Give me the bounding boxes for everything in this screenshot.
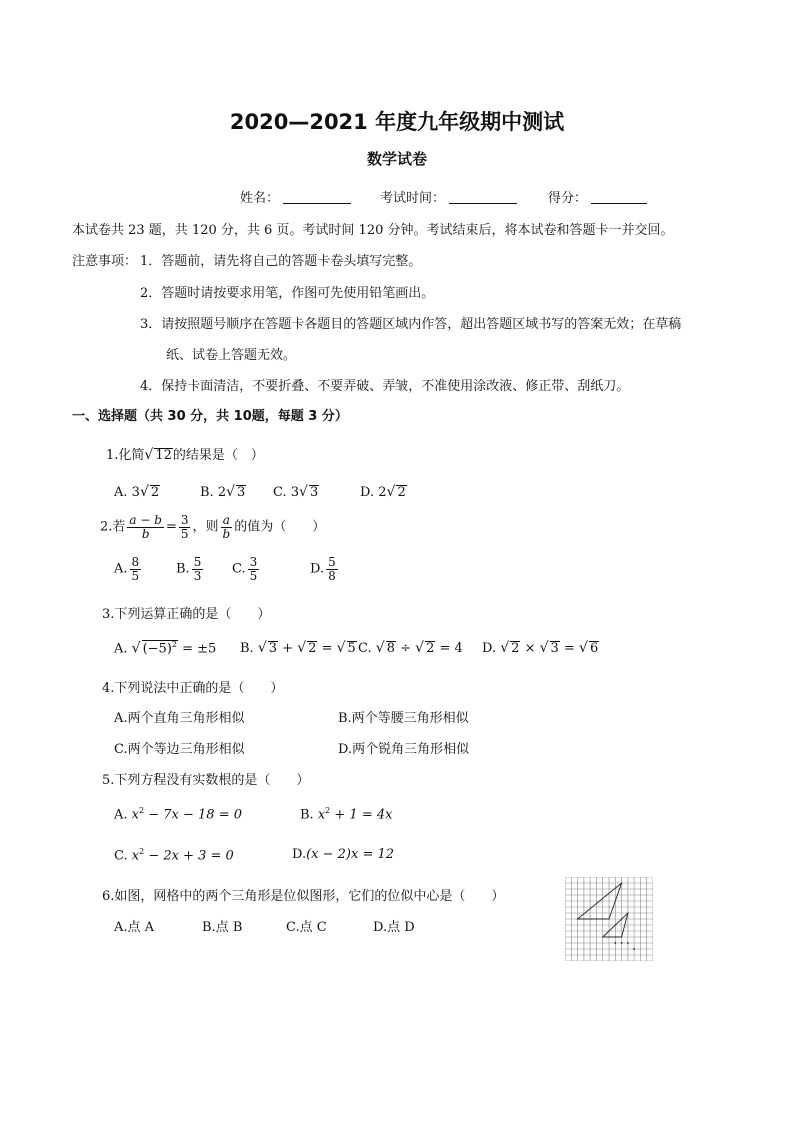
question-5: 5.下列方程没有实数根的是（ ）: [102, 773, 310, 788]
option-label: D.: [482, 641, 497, 656]
fraction-numerator: 8: [131, 555, 140, 569]
fraction-numerator: 3: [249, 555, 258, 569]
radical-sign: √: [539, 640, 549, 656]
note-item: 3．请按照题号顺序在答题卡各题目的答题区域内作答，超出答题区域书写的答案无效；在草稿: [140, 317, 682, 332]
option-label: C.: [358, 641, 372, 656]
option-label: C.: [114, 848, 128, 864]
option-rest: − 2x + 3 = 0: [144, 848, 234, 864]
option-radicand: 2: [426, 641, 435, 656]
option-label: A.: [114, 485, 128, 500]
fraction-denominator: 5: [180, 526, 189, 541]
fraction-numerator: 5: [328, 555, 336, 569]
radical-sign: √: [500, 640, 510, 656]
q3-option-a: [114, 640, 216, 657]
option-fraction: [192, 556, 204, 582]
q2-option-c: [232, 556, 261, 582]
score-blank: [591, 191, 647, 204]
radical-sign: √: [226, 484, 236, 500]
q6-option-c: C.点 C: [286, 920, 327, 935]
q6-option-a: A.点 A: [114, 920, 155, 935]
score-field: [548, 187, 647, 206]
exponent: 2: [139, 806, 145, 815]
q2-pre: 2.若: [100, 519, 126, 535]
radicand-text: (−5): [142, 641, 172, 657]
intro-text: 本试卷共 23 题，共 120 分，共 6 页。考试时间 120 分钟。考试结束后，将本试卷和答题卡一并交回。: [72, 223, 674, 238]
option-rest: = ±5: [178, 641, 217, 657]
variable: x: [317, 807, 326, 823]
fraction-denominator: b: [222, 526, 231, 541]
time-field: [380, 187, 517, 206]
option-label: B.: [300, 807, 314, 823]
name-field: [240, 187, 351, 206]
q2-query-fraction: [221, 514, 233, 540]
q1-option-b: [200, 484, 246, 500]
option-label: D.: [310, 561, 325, 577]
option-radicand: 3: [237, 485, 246, 500]
q2-mid: ，则: [192, 519, 219, 535]
fraction-denominator: 8: [328, 568, 336, 583]
q5-option-b: [300, 806, 392, 822]
radical-sign: √: [299, 484, 308, 500]
q4-option-b: B.两个等腰三角形相似: [338, 711, 469, 726]
option-radicand: [142, 640, 178, 657]
option-rest: (x − 2)x = 12: [306, 847, 395, 862]
fraction-denominator: b: [141, 526, 150, 541]
q1-radicand: 12: [155, 448, 172, 463]
page-title: 2020—2021 年度九年级期中测试: [229, 110, 565, 134]
option-radicand: 3: [268, 641, 278, 656]
option-radicand: 2: [150, 485, 160, 500]
option-label: B.: [200, 485, 214, 500]
q1-pre: 1.化简: [106, 448, 145, 463]
option-radicand: 2: [511, 641, 520, 656]
q2-option-d: [310, 556, 340, 582]
q1-post: 的结果是（ ）: [172, 448, 264, 463]
exponent: 2: [325, 806, 331, 815]
exponent: 2: [139, 847, 145, 856]
option-label: A.: [114, 807, 128, 823]
q5-option-c: [114, 847, 234, 863]
radical-sign: √: [297, 640, 307, 656]
fraction-numerator: a − b: [129, 513, 162, 527]
equals-sign: =: [563, 641, 575, 656]
operator: ×: [524, 641, 536, 656]
radical-sign: √: [579, 640, 588, 656]
radical-sign: √: [131, 640, 141, 657]
option-coef: 2: [378, 485, 387, 500]
q3-option-c: [358, 640, 463, 656]
radical-sign: √: [375, 640, 385, 656]
q6-option-b: B.点 B: [202, 920, 243, 935]
variable: x: [131, 807, 140, 823]
option-fraction: [326, 556, 338, 582]
name-label: 姓名：: [240, 191, 280, 206]
equals-sign: =: [321, 641, 333, 656]
option-label: B.: [240, 641, 254, 656]
operator: ÷: [400, 641, 412, 656]
question-1: [106, 444, 264, 463]
q2-option-a: [114, 556, 143, 582]
time-label: 考试时间：: [380, 191, 446, 206]
q1-option-d: [360, 484, 407, 500]
option-radicand: 3: [309, 485, 319, 500]
operator: +: [282, 641, 294, 656]
q2-rhs-fraction: [179, 514, 191, 540]
option-radicand: 2: [308, 641, 317, 656]
option-rest: = 4: [439, 641, 463, 656]
option-fraction: [248, 556, 260, 582]
option-label: A.: [114, 641, 128, 657]
note-item: 2．答题时请按要求用笔，作图可先使用铅笔画出。: [140, 286, 435, 301]
q4-option-d: D.两个锐角三角形相似: [338, 742, 470, 757]
option-radicand: 2: [397, 485, 406, 500]
option-label: C.: [273, 485, 287, 500]
page-subtitle: 数学试卷: [366, 150, 427, 168]
option-label: A.: [114, 561, 128, 577]
option-rest: − 7x − 18 = 0: [144, 807, 242, 823]
option-radicand: 6: [589, 641, 599, 656]
q1-option-c: [273, 484, 319, 500]
variable: x: [131, 848, 140, 864]
option-coef: 3: [131, 485, 140, 500]
option-rest: + 1 = 4x: [330, 807, 393, 823]
option-radicand: 3: [550, 641, 559, 656]
note-item: 纸、试卷上答题无效。: [166, 348, 297, 363]
radical-sign: √: [386, 484, 396, 500]
radical-sign: √: [144, 447, 154, 463]
equals-sign: =: [165, 519, 177, 535]
note-item: 1．答题前，请先将自己的答题卡卷头填写完整。: [140, 254, 422, 269]
radical-sign: √: [415, 640, 425, 656]
question-6: 6.如图，网格中的两个三角形是位似图形，它们的位似中心是（ ）: [102, 889, 505, 904]
q6-option-d: D.点 D: [373, 920, 415, 935]
fraction-numerator: a: [222, 513, 230, 527]
q1-option-a: [114, 484, 160, 500]
option-radicand: 5: [347, 641, 356, 656]
time-blank: [449, 191, 517, 204]
section-heading: 一、选择题（共 30 分，共 10题，每题 3 分）: [72, 409, 348, 424]
score-label: 得分：: [548, 191, 588, 206]
radical-sign: √: [139, 484, 149, 500]
option-label: C.: [232, 561, 246, 577]
fraction-denominator: 5: [249, 568, 258, 583]
option-fraction: [130, 556, 142, 582]
q2-lhs-fraction: [127, 514, 164, 540]
q5-option-d: [292, 847, 394, 862]
q3-option-d: [482, 640, 599, 656]
name-blank: [283, 191, 351, 204]
q4-option-a: A.两个直角三角形相似: [114, 711, 245, 726]
option-label: D.: [360, 485, 375, 500]
option-label: D.: [292, 847, 307, 862]
option-coef: 3: [290, 485, 300, 500]
question-4: 4.下列说法中正确的是（ ）: [102, 681, 284, 696]
similar-triangles-grid-figure: [565, 877, 653, 961]
fraction-numerator: 3: [180, 513, 189, 527]
notes-lead: 注意事项：: [72, 254, 138, 269]
option-coef: 2: [217, 485, 227, 500]
q5-option-a: [114, 806, 242, 822]
question-3: 3.下列运算正确的是（ ）: [102, 607, 271, 622]
note-item: 4．保持卡面清洁，不要折叠、不要弄破、弄皱，不准使用涂改液、修正带、刮纸刀。: [140, 379, 630, 394]
q2-post: 的值为（ ）: [234, 519, 326, 535]
option-radicand: 8: [386, 641, 395, 656]
radical-sign: √: [336, 640, 346, 656]
fraction-denominator: 3: [193, 568, 202, 583]
question-2: [100, 514, 325, 540]
q3-option-b: [240, 640, 357, 656]
q4-option-c: C.两个等边三角形相似: [114, 742, 245, 757]
option-label: B.: [176, 561, 190, 577]
fraction-numerator: 5: [193, 555, 202, 569]
exponent: 2: [171, 640, 177, 649]
radical-sign: √: [257, 640, 267, 656]
fraction-denominator: 5: [131, 568, 140, 583]
q2-option-b: [176, 556, 205, 582]
